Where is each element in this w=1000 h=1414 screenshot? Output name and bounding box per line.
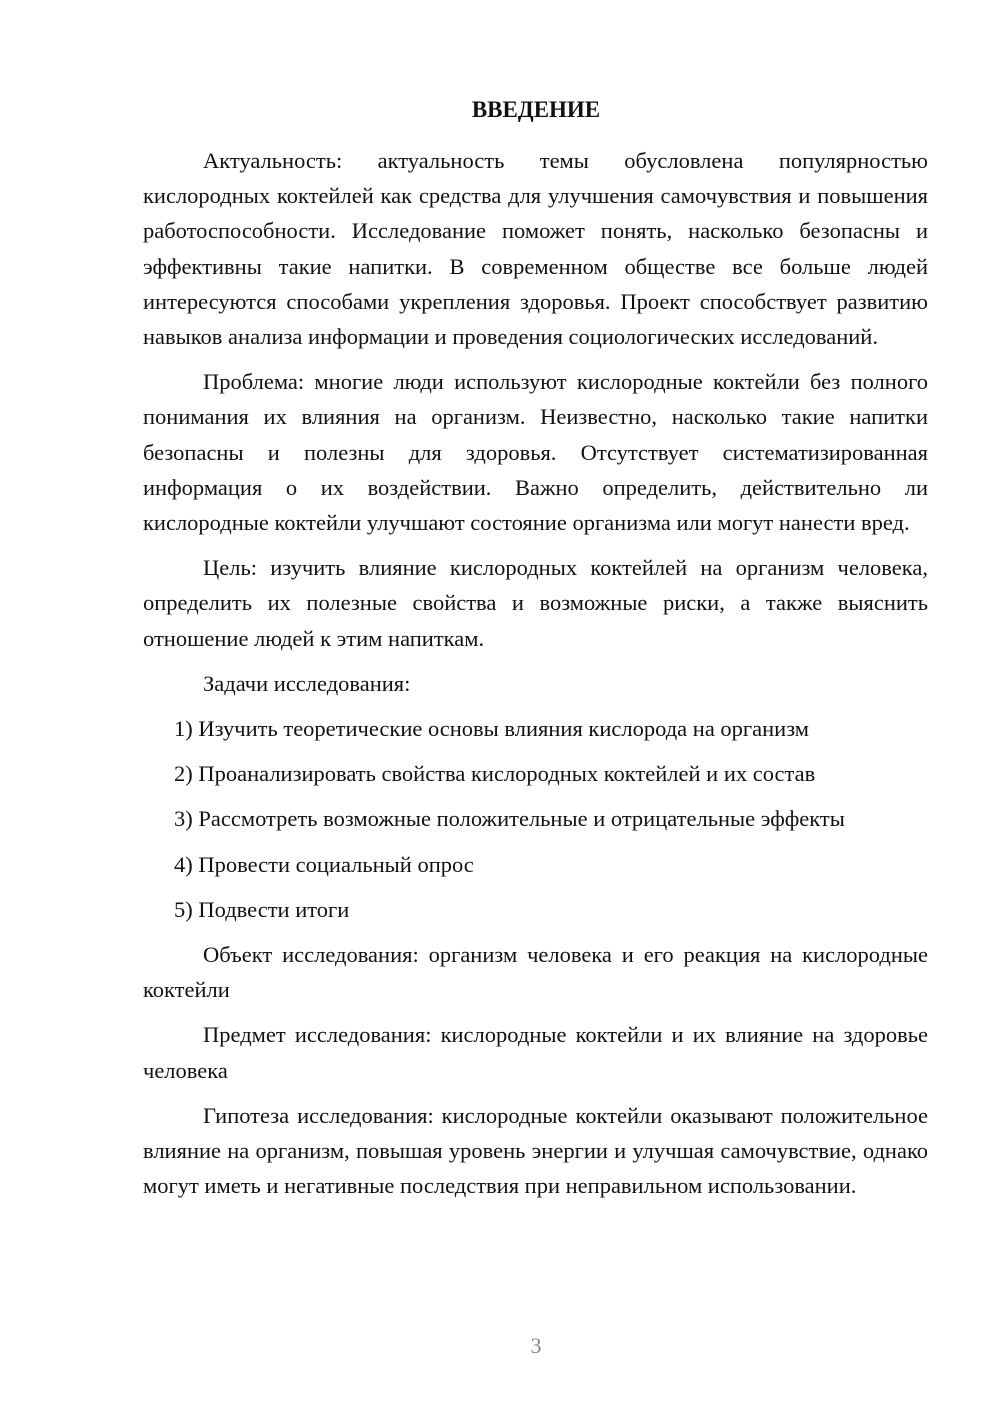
tasks-list xyxy=(143,711,928,927)
task-item-4: 4) Провести социальный опрос xyxy=(174,851,474,877)
paragraph-problem: Проблема: многие люди используют кислородные коктейли без полного понимания их влияния на организм. Неизвестно, насколько такие напитки безопасны и полезны для здоровья. Отсутствует систематизированная информация о их воздействии. Важно определить, действительно ли кислородные коктейли улучшают состояние организма или могут нанести вред. xyxy=(143,369,928,536)
paragraph-hypothesis: Гипотеза исследования: кислородные коктейли оказывают положительное влияние на организм, повышая уровень энергии и улучшая самочувствие, однако могут иметь и негативные последствия при неправильном использовании. xyxy=(143,1102,928,1199)
task-item-1: 1) Изучить теоретические основы влияния кислорода на организм xyxy=(174,716,810,742)
task-item-2: 2) Проанализировать свойства кислородных коктейлей и их состав xyxy=(174,761,816,787)
paragraph-goal: Цель: изучить влияние кислородных коктейлей на организм человека, определить их полезные свойства и возможные риски, а также выяснить отношение людей к этим напиткам. xyxy=(143,555,928,651)
paragraph-relevance: Актуальность: актуальность темы обусловлена популярностью кислородных коктейлей как средства для улучшения самочувствия и повышения работоспособности. Исследование поможет понять, насколько безопасны и эффективны такие напитки. В современном обществе все больше людей интересуются способами укрепления здоровья. Проект способствует развитию навыков анализа информации и проведения социологических исследований. xyxy=(143,148,928,350)
document-body xyxy=(143,143,928,1203)
page-title: ВВЕДЕНИЕ xyxy=(471,97,601,122)
page-number: 3 xyxy=(530,1333,542,1358)
task-item-3: 3) Рассмотреть возможные положительные и отрицательные эффекты xyxy=(174,806,845,832)
paragraph-object: Объект исследования: организм человека и его реакция на кислородные коктейли xyxy=(143,942,928,1003)
task-item-5: 5) Подвести итоги xyxy=(174,896,350,922)
paragraph-subject: Предмет исследования: кислородные коктейли и их влияние на здоровье человека xyxy=(143,1022,928,1083)
tasks-heading: Задачи исследования: xyxy=(203,670,411,696)
